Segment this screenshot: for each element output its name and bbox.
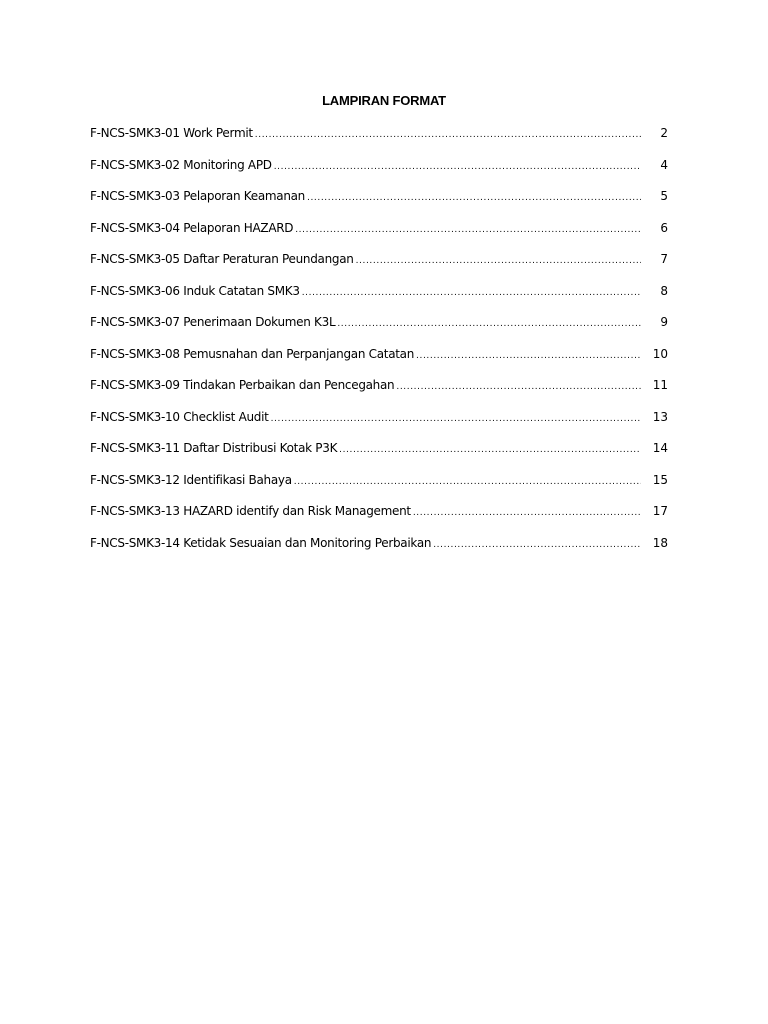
- toc-entry-page: 2: [660, 126, 668, 140]
- toc-entry-page: 10: [652, 346, 668, 361]
- toc-entry-page: 15: [652, 472, 668, 487]
- toc-entry: [90, 282, 668, 314]
- toc-dot-leader: [295, 221, 641, 239]
- toc-entry: [90, 439, 668, 471]
- toc-entry-page: 5: [660, 189, 668, 203]
- toc-entry: [90, 502, 668, 534]
- toc-entry-page: 17: [652, 504, 668, 518]
- table-of-contents: [90, 124, 668, 565]
- toc-entry: [90, 345, 668, 377]
- toc-entry-label: F-NCS-SMK3-05 Daftar Peraturan Peundangan: [90, 252, 354, 266]
- toc-dot-leader: [396, 378, 641, 396]
- toc-entry: [90, 219, 668, 251]
- toc-entry: [90, 313, 668, 345]
- toc-dot-leader: [433, 536, 641, 554]
- toc-entry: [90, 408, 668, 440]
- toc-entry-label: F-NCS-SMK3-06 Induk Catatan SMK3: [90, 283, 300, 298]
- toc-entry-label: F-NCS-SMK3-12 Identifikasi Bahaya: [90, 472, 292, 487]
- toc-dot-leader: [339, 441, 641, 459]
- toc-entry-page: 7: [660, 252, 668, 266]
- toc-entry-page: 18: [652, 535, 668, 550]
- toc-dot-leader: [255, 126, 641, 144]
- toc-dot-leader: [337, 315, 641, 333]
- toc-entry-label: F-NCS-SMK3-08 Pemusnahan dan Perpanjangan Catatan: [90, 346, 415, 361]
- toc-entry: [90, 187, 668, 219]
- toc-entry-label: F-NCS-SMK3-13 HAZARD identify dan Risk Management: [90, 504, 411, 518]
- toc-entry-page: 9: [660, 315, 668, 329]
- toc-entry-page: 14: [652, 441, 668, 455]
- toc-dot-leader: [307, 189, 641, 207]
- toc-entry: [90, 250, 668, 282]
- toc-entry-page: 4: [660, 157, 668, 172]
- toc-dot-leader: [413, 504, 641, 522]
- toc-entry-label: F-NCS-SMK3-02 Monitoring APD: [90, 157, 272, 172]
- toc-entry-page: 13: [652, 409, 668, 424]
- toc-dot-leader: [271, 410, 641, 428]
- toc-entry-label: F-NCS-SMK3-04 Pelaporan HAZARD: [90, 220, 294, 235]
- toc-entry-label: F-NCS-SMK3-03 Pelaporan Keamanan: [90, 189, 305, 203]
- toc-entry: [90, 471, 668, 503]
- document-title: LAMPIRAN FORMAT: [322, 93, 446, 108]
- toc-entry: [90, 156, 668, 188]
- toc-dot-leader: [302, 284, 641, 302]
- toc-entry-label: F-NCS-SMK3-14 Ketidak Sesuaian dan Monitoring Perbaikan: [90, 535, 432, 550]
- toc-entry-label: F-NCS-SMK3-07 Penerimaan Dokumen K3L: [90, 315, 336, 329]
- toc-entry-page: 6: [660, 220, 668, 235]
- toc-dot-leader: [416, 347, 641, 365]
- toc-dot-leader: [294, 473, 641, 491]
- toc-entry: [90, 376, 668, 408]
- toc-entry: [90, 124, 668, 156]
- toc-entry-page: 8: [660, 283, 668, 298]
- toc-entry-label: F-NCS-SMK3-01 Work Permit: [90, 126, 253, 140]
- toc-entry: [90, 534, 668, 566]
- toc-dot-leader: [274, 158, 641, 176]
- toc-entry-label: F-NCS-SMK3-10 Checklist Audit: [90, 409, 269, 424]
- toc-entry-label: F-NCS-SMK3-11 Daftar Distribusi Kotak P3K: [90, 441, 338, 455]
- toc-entry-page: 11: [652, 378, 668, 392]
- toc-entry-label: F-NCS-SMK3-09 Tindakan Perbaikan dan Pencegahan: [90, 378, 395, 392]
- toc-dot-leader: [356, 252, 641, 270]
